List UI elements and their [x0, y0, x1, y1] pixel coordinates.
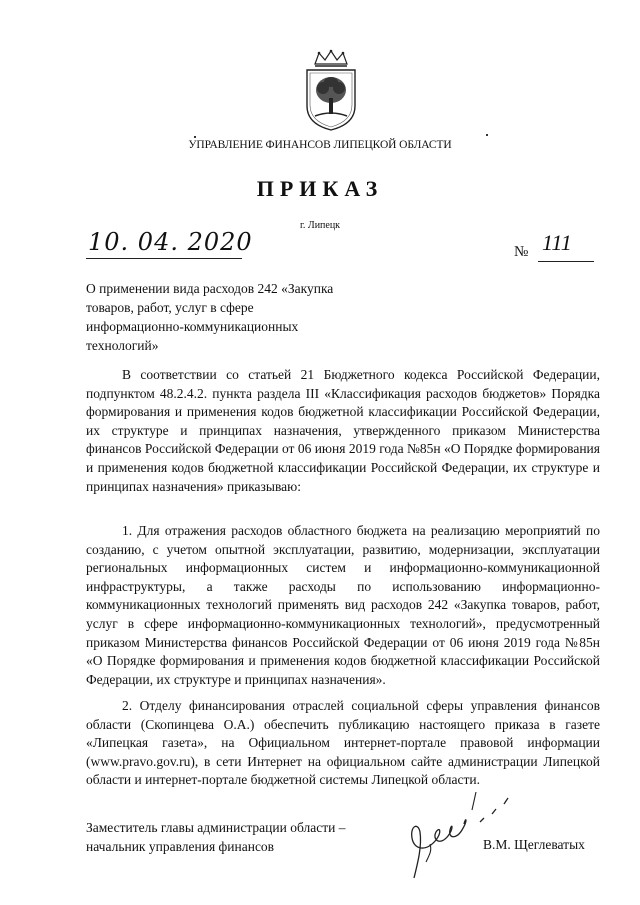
signatory-position — [86, 818, 345, 856]
item-2-paragraph — [86, 697, 600, 790]
coat-of-arms-emblem — [301, 48, 361, 132]
handwritten-signature — [396, 792, 520, 880]
document-title: ПРИКАЗ — [256, 176, 384, 201]
signatory-name: В.М. Щеглеватых — [483, 837, 585, 852]
date-underline — [86, 258, 242, 259]
corner-tick-right — [486, 134, 488, 136]
item-1-paragraph — [86, 522, 600, 689]
item-1-text: 1. Для отражения расходов областного бюджета на реализацию мероприятий по созданию, с учетом опытной эксплуатации, развитию, модернизации, эксплуатации региональных информационных систем и информационно-коммуникационной инфраструктуры, а также расходы по использованию информационно-коммуникационных технологий применять вид расходов 242 «Закупка товаров, работ, услуг в сфере информационно-коммуникационных технологий», предусмотренный приказом Министерства финансов Российской Федерации от 06 июня 2019 года №85н «О Порядке формирования и применения кодов бюджетной классификации Российской Федерации, их структуре и принципах назначения». — [86, 523, 600, 687]
preamble-paragraph — [86, 366, 600, 496]
number-underline — [538, 261, 594, 262]
signatory-position-line-2: начальник управления финансов — [86, 839, 275, 854]
preamble-text: В соответствии со статьей 21 Бюджетного кодекса Российской Федерации, подпунктом 48.2.4.2. пункта раздела III «Классификация расходов бюджетов» Порядка формирования и применения кодов бюджетной классификации Российской Федерации, их структуре и принципах назначения, утвержденного приказом Министерства финансов Российской Федерации от 06 июня 2019 года №85н «О Порядке формирования и применения кодов бюджетной классификации Российской Федерации, их структуре и принципах назначения» приказываю: — [86, 367, 600, 494]
city-name: г. Липецк — [299, 220, 341, 231]
corner-tick-left — [194, 136, 196, 138]
handwritten-number: 111 — [542, 230, 572, 255]
item-2-text: 2. Отделу финансирования отраслей социальной сферы управления финансов области (Скопинцева О.А.) обеспечить публикацию настоящего приказа в газете «Липецкая газета», на Официальном интернет-портале правовой информации (www.pravo.gov.ru), в сети Интернет на официальном сайте администрации Липецкой области и интернет-портале бюджетной системы Липецкой области. — [86, 698, 600, 788]
signatory-position-line-1: Заместитель главы администрации области – — [86, 820, 346, 835]
handwritten-date: 10. 04. 2020 — [88, 228, 253, 256]
number-label: № — [514, 244, 529, 260]
order-subject: О применении вида расходов 242 «Закупка товаров, работ, услуг в сфере информационно-коммуникационных технологий» — [86, 281, 334, 353]
organization-name: УПРАВЛЕНИЕ ФИНАНСОВ ЛИПЕЦКОЙ ОБЛАСТИ — [188, 139, 452, 151]
